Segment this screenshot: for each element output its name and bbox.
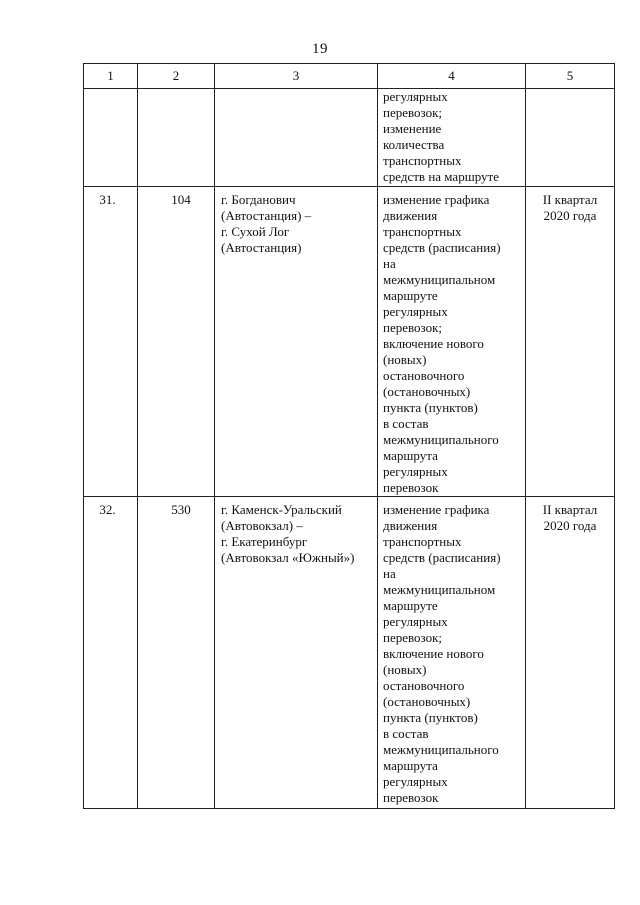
table-row-continuation — [84, 89, 615, 187]
table-row — [84, 497, 615, 809]
route-code — [138, 89, 215, 187]
change-description: регулярных перевозок; изменение количества транспортных средств на маршруте — [378, 89, 526, 187]
routes-table — [83, 63, 615, 809]
period — [526, 89, 615, 187]
header-cell-3: 3 — [215, 64, 378, 89]
header-cell-5: 5 — [526, 64, 615, 89]
table-header-row — [84, 64, 615, 89]
row-number: 32. — [84, 497, 138, 809]
header-cell-1: 1 — [84, 64, 138, 89]
row-number — [84, 89, 138, 187]
route-code: 104 — [138, 187, 215, 497]
route-name: г. Богданович (Автостанция) – г. Сухой Лог (Автостанция) — [215, 187, 378, 497]
table-row — [84, 187, 615, 497]
route-name — [215, 89, 378, 187]
change-description: изменение графика движения транспортных средств (расписания) на межмуниципальном маршруте регулярных перевозок; включение нового (новых) остановочного (остановочных) пункта (пунктов) в состав межмуниципального маршрута регулярных перевозок — [378, 497, 526, 809]
period: II квартал 2020 года — [526, 187, 615, 497]
page-number: 19 — [312, 41, 328, 57]
period: II квартал 2020 года — [526, 497, 615, 809]
header-cell-4: 4 — [378, 64, 526, 89]
header-cell-2: 2 — [138, 64, 215, 89]
change-description: изменение графика движения транспортных средств (расписания) на межмуниципальном маршруте регулярных перевозок; включение нового (новых) остановочного (остановочных) пункта (пунктов) в состав межмуниципального маршрута регулярных перевозок — [378, 187, 526, 497]
route-name: г. Каменск-Уральский (Автовокзал) – г. Екатеринбург (Автовокзал «Южный») — [215, 497, 378, 809]
route-code: 530 — [138, 497, 215, 809]
row-number: 31. — [84, 187, 138, 497]
